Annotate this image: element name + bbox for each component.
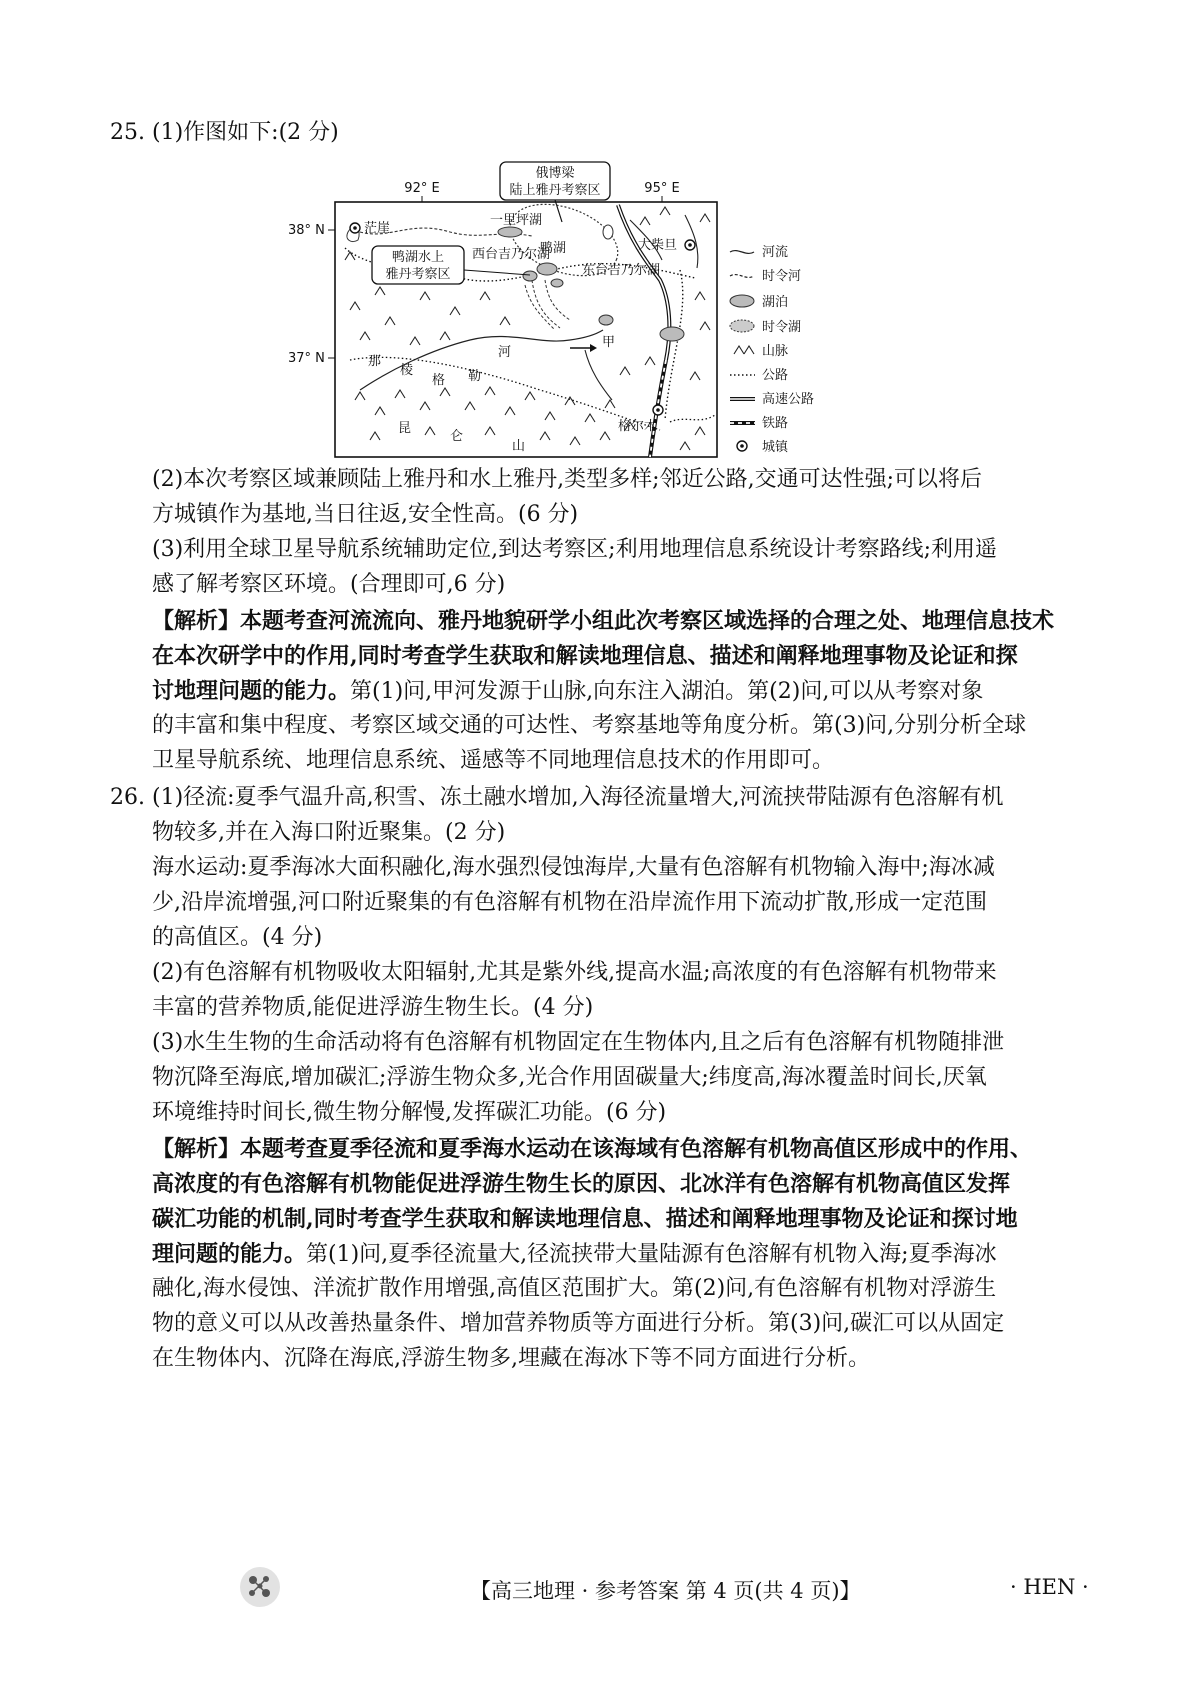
legend-river: 河流 xyxy=(762,245,789,260)
question-25-number: 25. xyxy=(110,120,145,145)
q25-analysis-line2: 在本次研学中的作用,同时考查学生获取和解读地理信息、描述和阐释地理事物及论证和探 xyxy=(152,643,1018,669)
q26-part1b-line1: 海水运动:夏季海冰大面积融化,海水强烈侵蚀海岸,大量有色溶解有机物输入海中;海冰减 xyxy=(152,855,995,880)
q26-part3-line3: 环境维持时间长,微生物分解慢,发挥碳汇功能。(6 分) xyxy=(152,1100,667,1125)
q26-part1-line2: 物较多,并在入海口附近聚集。(2 分) xyxy=(152,820,506,845)
map-figure xyxy=(288,160,900,495)
legend-seasonal-river: 时令河 xyxy=(762,269,802,284)
town-mangya-label: 茫崖 xyxy=(364,221,391,236)
label-nalenggele-2: 棱 xyxy=(400,363,414,378)
label-kunlun-3: 山 xyxy=(512,439,526,454)
q26-analysis-line3: 碳汇功能的机制,同时考查学生获取和解读地理信息、描述和阐释地理事物及论证和探讨地 xyxy=(152,1206,1018,1232)
legend-highway: 高速公路 xyxy=(762,392,815,407)
label-xitai: 西台吉乃尔湖 xyxy=(472,247,551,262)
q25-analysis-line3 xyxy=(152,676,1097,707)
lon-label-92e: 92° E xyxy=(404,181,440,196)
q26-analysis-line1: 【解析】本题考查夏季径流和夏季海水运动在该海域有色溶解有机物高值区形成中的作用、 xyxy=(152,1136,1033,1162)
lat-label-38n: 38° N xyxy=(288,223,325,238)
legend-railway: 铁路 xyxy=(762,416,789,431)
q26-analysis-line6: 物的意义可以从改善热量条件、增加营养物质等方面进行分析。第(3)问,碳汇可以从固定 xyxy=(152,1311,1005,1336)
flow-arrow-icon xyxy=(590,344,597,352)
footer-logo-icon xyxy=(238,1565,282,1609)
q25-analysis-line4: 的丰富和集中程度、考察区域交通的可达性、考察基地等角度分析。第(3)问,分别分析全球 xyxy=(152,713,1027,738)
q25-part3-line2: 感了解考察区环境。(合理即可,6 分) xyxy=(152,572,506,597)
river-jia xyxy=(360,330,603,390)
footer-page-info: 【高三地理 · 参考答案 第 4 页(共 4 页)】 xyxy=(470,1579,861,1603)
callout-top-line2: 陆上雅丹考察区 xyxy=(509,183,601,198)
question-26-number: 26. xyxy=(110,785,145,810)
legend-mountain: 山脉 xyxy=(762,344,789,359)
label-yahu: 鸭湖 xyxy=(540,241,567,256)
q25-analysis-line1: 【解析】本题考查河流流向、雅丹地貌研学小组此次考察区域选择的合理之处、地理信息技术 xyxy=(152,608,1055,634)
q26-analysis-line4 xyxy=(152,1239,1097,1270)
map-svg xyxy=(288,160,900,495)
legend-seasonal-lake: 时令湖 xyxy=(762,320,802,335)
legend-road: 公路 xyxy=(762,368,789,383)
label-kunlun-1: 昆 xyxy=(398,421,412,436)
label-yilipinghu: 一里坪湖 xyxy=(490,213,543,228)
legend-town: 城镇 xyxy=(762,440,789,455)
lake-yilipinghu xyxy=(498,227,522,237)
q26-part1b-line3: 的高值区。(4 分) xyxy=(152,925,323,950)
label-nalenggele-1: 那 xyxy=(368,354,382,369)
q25-analysis-line3-rest: 第(1)问,甲河发源于山脉,向东注入湖泊。第(2)问,可以从考察对象 xyxy=(350,679,984,704)
label-nalenggele-4: 勒 xyxy=(468,369,482,384)
q26-part2-line2: 丰富的营养物质,能促进浮游生物生长。(4 分) xyxy=(152,995,594,1020)
q25-part3-line1: (3)利用全球卫星导航系统辅助定位,到达考察区;利用地理信息系统设计考察路线;利用遥 xyxy=(152,537,997,562)
label-jia: 甲 xyxy=(602,335,616,350)
q26-part3-line1: (3)水生生物的生命活动将有色溶解有机物固定在生物体内,且之后有色溶解有机物随排泄 xyxy=(152,1030,1005,1055)
q26-analysis-line4-rest: 第(1)问,夏季径流量大,径流挟带大量陆源有色溶解有机物入海;夏季海冰 xyxy=(306,1242,997,1267)
lon-label-95e: 95° E xyxy=(644,181,680,196)
q26-analysis-line2: 高浓度的有色溶解有机物能促进浮游生物生长的原因、北冰洋有色溶解有机物高值区发挥 xyxy=(152,1171,1011,1197)
q26-part1-line1: (1)径流:夏季气温升高,积雪、冻土融水增加,入海径流量增大,河流挟带陆源有色溶解有机 xyxy=(152,785,1004,810)
town-dachaidan-label: 大柴旦 xyxy=(638,238,678,253)
q26-part3-line2: 物沉降至海底,增加碳汇;浮游生物众多,光合作用固碳量大;纬度高,海冰覆盖时间长,厌氧 xyxy=(152,1065,987,1090)
q26-part2-line1: (2)有色溶解有机物吸收太阳辐射,尤其是紫外线,提高水温;高浓度的有色溶解有机物带来 xyxy=(152,960,997,985)
q26-part1b-line2: 少,沿岸流增强,河口附近聚集的有色溶解有机物在沿岸流作用下流动扩散,形成一定范围 xyxy=(152,890,987,915)
q25-analysis-line5: 卫星导航系统、地理信息系统、遥感等不同地理信息技术的作用即可。 xyxy=(152,748,835,773)
q25-part1: (1)作图如下:(2 分) xyxy=(152,120,339,145)
q25-part2-line1: (2)本次考察区域兼顾陆上雅丹和水上雅丹,类型多样;邻近公路,交通可达性强;可以将后 xyxy=(152,467,982,492)
q26-analysis-line7: 在生物体内、沉降在海底,浮游生物多,埋藏在海冰下等不同方面进行分析。 xyxy=(152,1346,870,1371)
callout-left-line2: 雅丹考察区 xyxy=(385,267,451,282)
footer-code: · HEN · xyxy=(1010,1575,1089,1599)
q25-part2-line2: 方城镇作为基地,当日往返,安全性高。(6 分) xyxy=(152,502,579,527)
label-dongtai: 东台吉乃尔湖 xyxy=(582,263,661,278)
q26-analysis-line4-bold: 理问题的能力。 xyxy=(152,1241,307,1267)
label-kunlun-2: 仑 xyxy=(450,429,464,444)
lat-label-37n: 37° N xyxy=(288,351,325,366)
q25-analysis-line3-bold: 讨地理问题的能力。 xyxy=(152,678,351,704)
map-legend xyxy=(730,244,814,455)
label-nalenggele-5: 河 xyxy=(498,345,512,360)
legend-lake: 湖泊 xyxy=(762,295,789,310)
callout-top-line1: 俄博梁 xyxy=(535,166,575,181)
callout-left-line1: 鸭湖水上 xyxy=(391,250,445,265)
label-nalenggele-3: 格 xyxy=(432,373,446,388)
town-geermu-label: 格尔木 xyxy=(618,419,658,434)
q26-analysis-line5: 融化,海水侵蚀、洋流扩散作用增强,高值区范围扩大。第(2)问,有色溶解有机物对浮游生 xyxy=(152,1276,997,1301)
